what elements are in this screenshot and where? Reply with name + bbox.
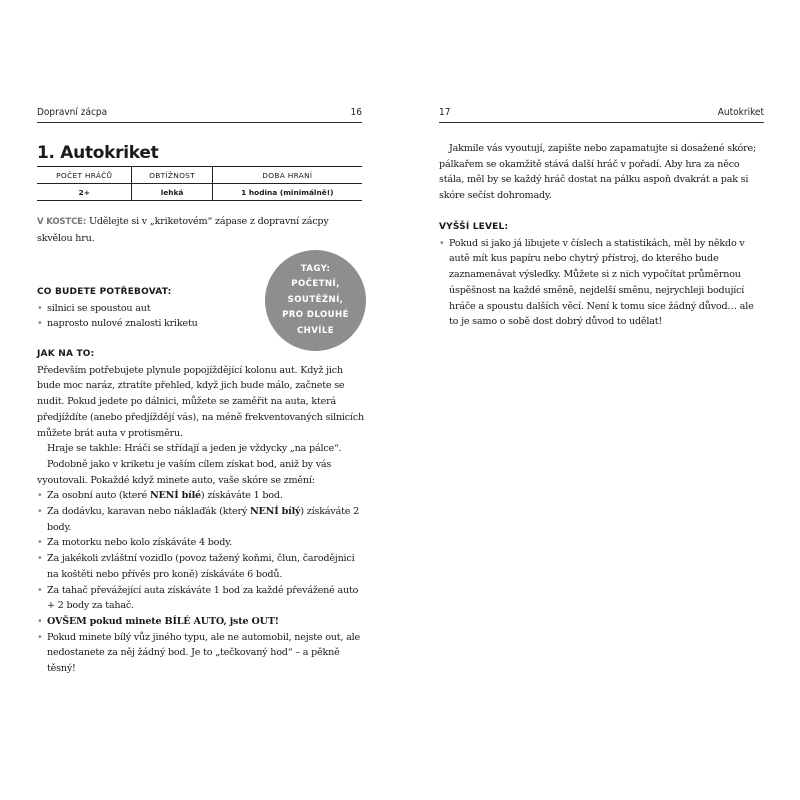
list-item: • Za dodávku, karavan nebo náklaďák (který NENÍ bílý) získáváte 2 body. (37, 504, 365, 535)
tags-badge (265, 250, 366, 351)
game-info-table (37, 166, 362, 201)
header-duration: DOBA HRANÍ (212, 167, 362, 184)
needs-section (37, 285, 262, 332)
running-head-title: Dopravní zácpa (37, 107, 108, 118)
list-item: • Pokud si jako já libujete v číslech a statistikách, měl by někdo v autě mít kus papíru nebo chytrý přístroj, do kterého bude zaznamenávat výsledky. Můžete si z nich vypočítat průměrnou úspěšnost na každé směně, nejdelší směnu, nejrychleji bodující hráče a spoustu dalších věcí. Není k tomu sice žádný důvod… ale to je samo o sobě dost dobrý důvod to udělat! (439, 236, 765, 330)
page-number-left: 16 (350, 107, 362, 118)
needs-heading: CO BUDETE POTŘEBOVAT: (37, 287, 172, 297)
tag-line: TAGY: (300, 263, 331, 274)
header-difficulty: OBTÍŽNOST (132, 167, 212, 184)
value-players: 2+ (37, 184, 132, 201)
how-to-heading: JAK NA TO: (37, 349, 95, 359)
intro-text (439, 141, 765, 204)
list-item: • naprosto nulové znalosti kriketu (37, 316, 262, 332)
tag-line: SOUTĚŽNÍ, (287, 294, 344, 305)
needs-list (37, 301, 262, 332)
table-header-row (37, 167, 362, 184)
in-brief (37, 214, 365, 246)
level-up-heading: VYŠŠÍ LEVEL: (439, 222, 509, 232)
in-brief-label: V KOSTCE: (37, 217, 87, 227)
list-item: • Pokud minete bílý vůz jiného typu, ale ne automobil, nejste out, ale nedostanete za něj žádný bod. Je to „tečkovaný hod“ – a pěkně těsný! (37, 630, 365, 677)
tag-line: PRO DLOUHÉ (282, 310, 349, 321)
running-head-right (439, 104, 764, 123)
how-to-paragraph: Hraje se takhle: Hráči se střídají a jeden je vždycky „na pálce“. (47, 443, 342, 455)
tag-line: CHVÍLE (296, 325, 335, 336)
list-item: • OVŠEM pokud minete BÍLÉ AUTO, jste OUT! (37, 614, 365, 630)
list-item: • Za osobní auto (které NENÍ bílé) získáváte 1 bod. (37, 488, 365, 504)
level-up-section (439, 220, 765, 330)
page-number-right: 17 (439, 107, 451, 118)
tag-line: POČETNÍ, (291, 279, 340, 290)
in-brief-text: Udělejte si v „kriketovém“ zápase z dopravní zácpy skvělou hru. (37, 216, 329, 244)
value-duration: 1 hodina (minimálně!) (212, 184, 362, 201)
how-to-section (37, 347, 365, 677)
chapter-title: 1. Autokriket (37, 143, 159, 163)
list-item: • Za jakékoli zvláštní vozidlo (povoz tažený koňmi, člun, čarodějnici na koštěti nebo přívěs pro koně) získáváte 6 bodů. (37, 551, 365, 582)
level-up-list (439, 236, 765, 330)
header-players: POČET HRÁČŮ (37, 167, 132, 184)
right-page (400, 0, 800, 800)
list-item: • silnici se spoustou aut (37, 301, 262, 317)
intro-paragraph: Jakmile vás vyoutují, zapište nebo zapamatujte si dosažené skóre; pálkařem se okamžitě stává další hráč v pořadí. Aby hra za něco stála, měl by se každý hráč dostat na pálku aspoň dvakrát a pak si skóre sečíst dohromady. (439, 143, 757, 202)
table-value-row (37, 184, 362, 201)
running-head-left (37, 104, 362, 123)
value-difficulty: lehká (132, 184, 212, 201)
scoring-list (37, 488, 365, 676)
list-item: • Za motorku nebo kolo získáváte 4 body. (37, 535, 365, 551)
how-to-paragraph: Především potřebujete plynule popojíždějící kolonu aut. Když jich bude moc naráz, ztratíte přehled, když jich bude málo, začnete se nudit. Pokud jedete po dálnici, můžete se zaměřit na auta, která předjíždíte (anebo předjíždějí vás), na méně frekventovaných silnicích můžete brát auta v protisměru. (37, 364, 364, 439)
running-head-title: Autokriket (717, 107, 764, 118)
how-to-paragraph: Podobně jako v kriketu je vaším cílem získat bod, aniž by vás vyoutovali. Pokaždé když minete auto, vaše skóre se změní: (37, 458, 332, 486)
list-item: • Za tahač převážející auta získáváte 1 bod za každé převážené auto + 2 body za tahač. (37, 583, 365, 614)
